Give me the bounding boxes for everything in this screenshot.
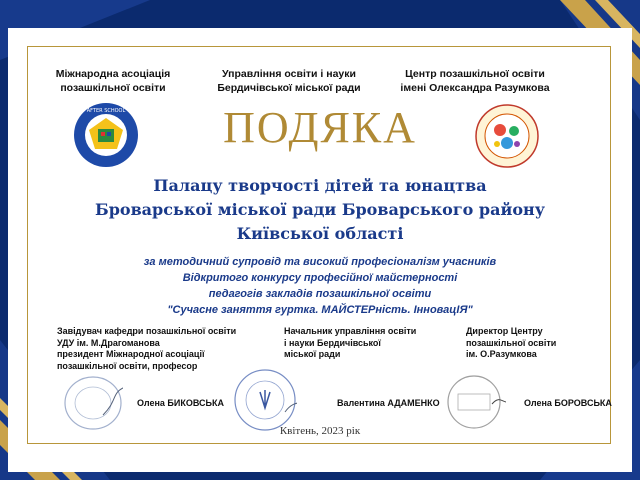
org-right-line2: імені Олександра Разумкова — [400, 82, 550, 94]
recipient — [60, 174, 580, 246]
signatory-center-line: Начальник управління освіти — [284, 326, 417, 336]
signatory-center-name: Валентина АДАМЕНКО — [337, 398, 440, 408]
signatory-left-line: позашкільної освіти, професор — [57, 360, 198, 371]
signatory-right — [466, 326, 556, 361]
reason-line3: педагогів закладів позашкільної освіти — [208, 288, 432, 300]
org-right — [380, 67, 570, 95]
reason-line4: "Сучасне заняття гуртка. МАЙСТЕРність. ІнновацІЯ" — [167, 304, 473, 316]
org-right-line1: Центр позашкільної освіти — [405, 68, 545, 80]
org-center — [194, 67, 384, 95]
signatory-center — [284, 326, 416, 361]
signatory-center-line: міської ради — [284, 349, 341, 359]
signatory-right-line: позашкільної освіти — [466, 337, 557, 348]
org-center-line1: Управління освіти і науки — [222, 68, 356, 80]
org-center-line2: Бердичівської міської ради — [217, 82, 361, 94]
page-title: ПОДЯКА — [223, 103, 417, 152]
signatory-right-name: Олена БОРОВСЬКА — [524, 398, 612, 408]
logo-lettering: AFTER SCHOOL — [86, 108, 126, 114]
org-left-line2: позашкільної освіти — [60, 82, 166, 94]
stamp-right — [444, 374, 506, 430]
signatory-center-line: і науки Бердичівської — [284, 337, 381, 348]
org-left-line1: Міжнародна асоціація — [55, 68, 171, 80]
stamp-center — [233, 368, 297, 432]
signatory-right-line: Директор Центру — [466, 326, 543, 336]
signatory-left-line: президент Міжнародної асоціації — [57, 349, 205, 359]
signatory-left-name: Олена БИКОВСЬКА — [137, 398, 224, 408]
recipient-line2: Броварської міської ради Броварського району — [95, 200, 545, 219]
signatory-left-line: УДУ ім. М.Драгоманова — [57, 337, 160, 348]
issue-date: Квітень, 2023 рік — [279, 425, 361, 437]
signatory-left — [57, 326, 236, 372]
org-left — [18, 67, 208, 95]
signatory-right-line: ім. О.Разумкова — [466, 349, 537, 359]
recipient-line3: Київської області — [236, 224, 404, 243]
reason-line1: за методичний супровід та високий професіоналізм учасників — [143, 256, 497, 268]
reason-line2: Відкритого конкурсу професійної майстерності — [182, 272, 458, 284]
reason — [80, 254, 560, 318]
recipient-line1: Палацу творчості дітей та юнацтва — [153, 176, 487, 195]
stamp-left — [63, 375, 123, 431]
signatory-left-line: Завідувач кафедри позашкільної освіти — [57, 326, 237, 336]
